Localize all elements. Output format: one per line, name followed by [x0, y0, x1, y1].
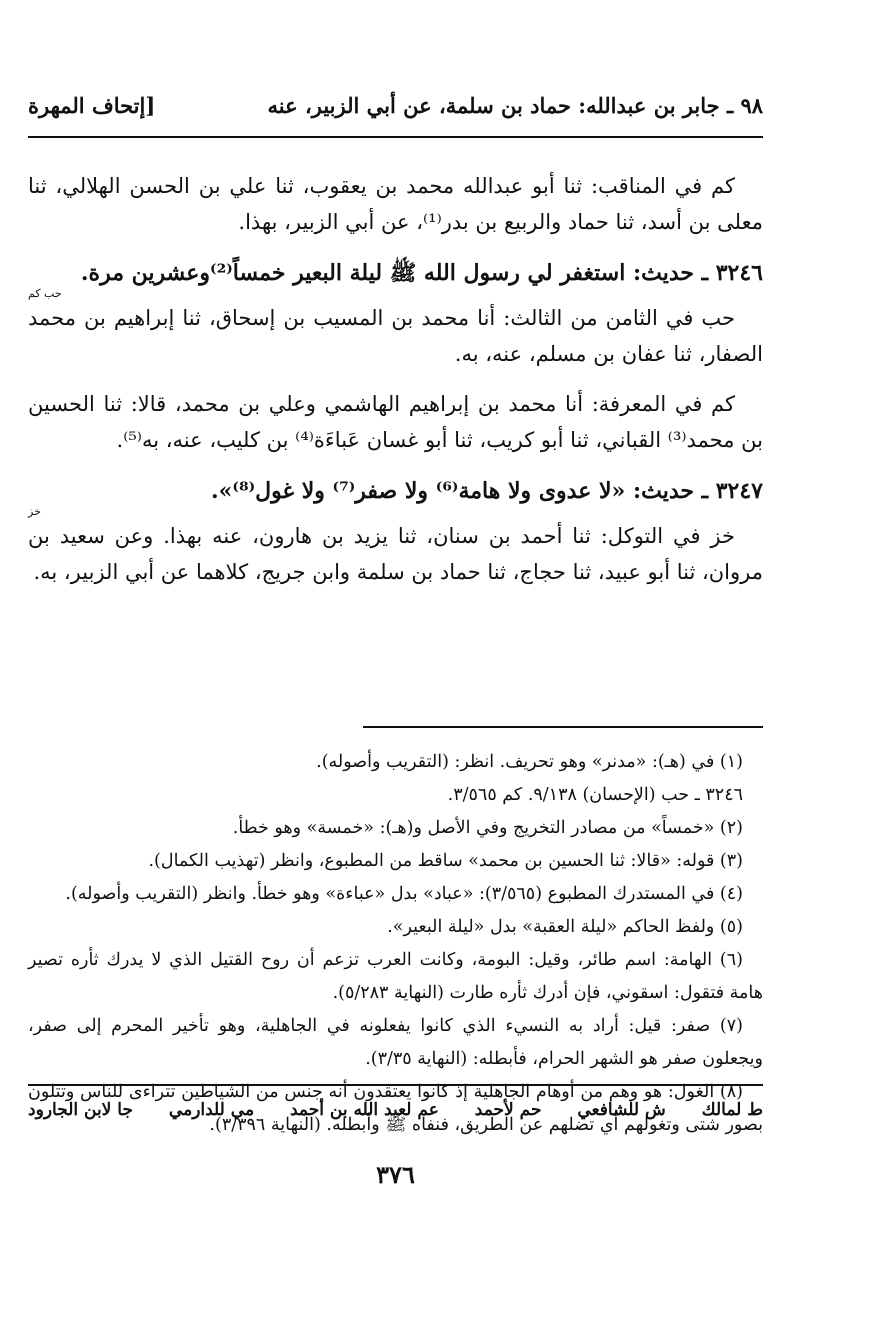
hadith-3246-sources: حب كم	[28, 287, 62, 300]
main-text	[28, 168, 763, 604]
paragraph-1: كم في المناقب: ثنا أبو عبدالله محمد بن يعقوب، ثنا علي بن الحسن الهلالي، ثنا معلى بن أسد، ثنا حماد والربيع بن بدر⁽¹⁾، عن أبي الزبير، بهذا.	[28, 174, 763, 234]
hadith-3247-title: ٣٢٤٧ ـ حديث: «لا عدوى ولا هامة⁽⁶⁾ ولا صفر⁽⁷⁾ ولا غول⁽⁸⁾».	[211, 478, 763, 504]
footnote-8: (٨) الغول: هو وهم من أوهام الجاهلية إذ كانوا يعتقدون أنه جنس من الشياطين تتراءى للناس وتتلون بصور شتى وتغولهم أي تضلهم عن الطريق، فنفاه ﷺ وأبطله. (النهاية ٣/٣٩٦).	[28, 1082, 763, 1135]
abbr-item: حم لأحمد	[474, 1100, 542, 1120]
footnotes	[28, 746, 763, 1142]
hadith-3247-sources: خز	[28, 505, 41, 518]
header-divider	[28, 136, 763, 138]
hadith-3246-title: ٣٢٤٦ ـ حديث: استغفر لي رسول الله ﷺ ليلة البعير خمساً⁽²⁾وعشرين مرة.	[80, 260, 763, 286]
page-number: ٣٧٦	[376, 1160, 415, 1189]
abbr-item: جا لابن الجارود	[28, 1100, 133, 1120]
footnote-7: (٧) صفر: قيل: أراد به النسيء الذي كانوا يفعلونه في الجاهلية، وهو تأخير المحرم إلى صفر، ويجعلون صفر هو الشهر الحرام، فأبطله: (النهاية ٣/٣٥).	[28, 1016, 763, 1069]
footnote-5: (٥) ولفظ الحاكم «ليلة العقبة» بدل «ليلة البعير».	[387, 917, 743, 937]
footnote-takhrij: ٣٢٤٦ ـ حب (الإحسان) ٩/١٣٨. كم ٣/٥٦٥.	[447, 785, 743, 805]
running-header	[28, 88, 763, 122]
footnote-4: (٤) في المستدرك المطبوع (٣/٥٦٥): «عباد» بدل «عباءة» وهو خطأ. وانظر (التقريب وأصوله).	[65, 884, 743, 904]
book-title: [إتحاف المهرة	[28, 92, 156, 118]
abbr-item: ط لمالك	[701, 1100, 763, 1120]
footnote-2: (٢) «خمساً» من مصادر التخريج وفي الأصل و(هـ): «خمسة» وهو خطأ.	[232, 818, 743, 838]
paragraph-2: حب في الثامن من الثالث: أنا محمد بن المسيب بن إسحاق، ثنا إبراهيم بن محمد الصفار، ثنا عفان بن مسلم، عنه، به.	[28, 306, 763, 366]
chapter-title: ٩٨ ـ جابر بن عبدالله: حماد بن سلمة، عن أبي الزبير، عنه	[267, 92, 763, 118]
abbr-item: عم لعبد الله بن أحمد	[289, 1100, 439, 1120]
footnote-1: (١) في (هـ): «مدنر» وهو تحريف. انظر: (التقريب وأصوله).	[316, 752, 743, 772]
abbreviations-divider	[28, 1084, 763, 1086]
footnote-3: (٣) قوله: «قالا: ثنا الحسين بن محمد» ساقط من المطبوع، وانظر (تهذيب الكمال).	[148, 851, 743, 871]
abbr-item: مي للدارمي	[168, 1100, 255, 1120]
paragraph-3: كم في المعرفة: أنا محمد بن إبراهيم الهاشمي وعلي بن محمد، قالا: ثنا الحسين بن محمد⁽³⁾ القباني، ثنا أبو كريب، ثنا أبو غسان عَباءَة⁽⁴⁾ بن كليب، عنه، به⁽⁵⁾.	[28, 392, 763, 452]
abbr-item: ش للشافعي	[577, 1100, 666, 1120]
footnote-6: (٦) الهامة: اسم طائر، وقيل: البومة، وكانت العرب تزعم أن روح القتيل الذي لا يدرك ثأره تصير هامة فتقول: اسقوني، فإن أدرك ثأره طارت (النهاية ٥/٢٨٣).	[28, 950, 763, 1003]
paragraph-4: خز في التوكل: ثنا أحمد بن سنان، ثنا يزيد بن هارون، عنه بهذا. وعن سعيد بن مروان، ثنا أبو عبيد، ثنا حجاج، ثنا حماد بن سلمة وابن جريج، كلاهما عن أبي الزبير، به.	[28, 524, 763, 584]
abbreviations-legend	[28, 1100, 763, 1120]
footnote-divider	[363, 726, 763, 728]
